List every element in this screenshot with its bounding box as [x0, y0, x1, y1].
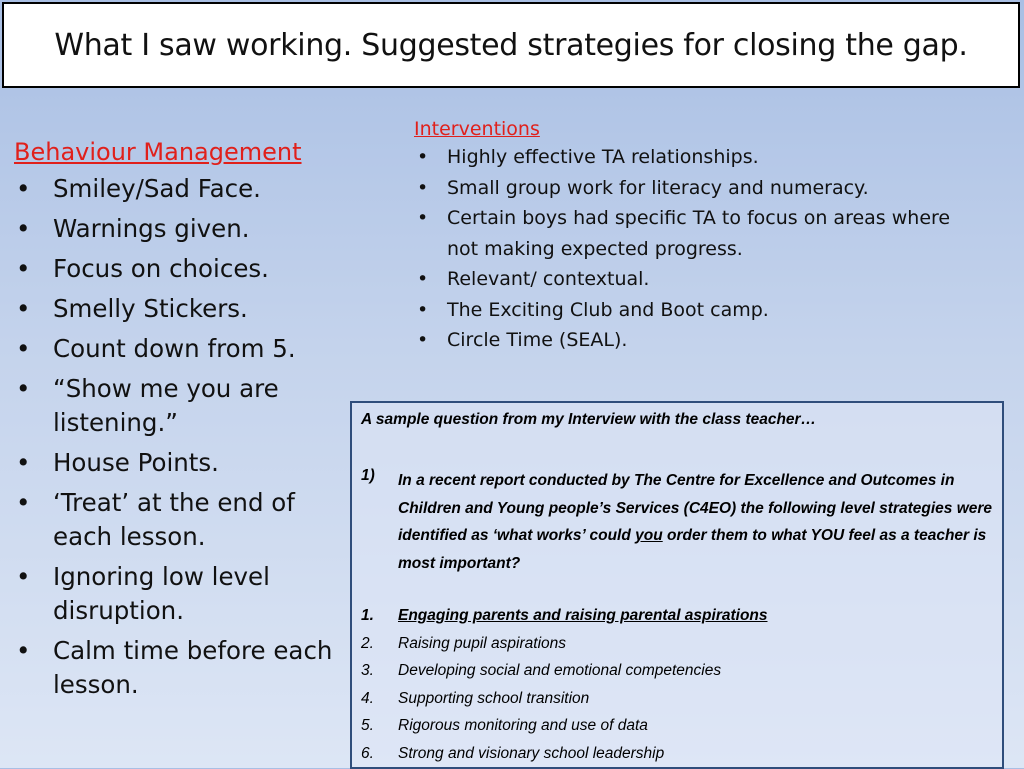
list-item: • Calm time before each lesson.: [16, 636, 333, 699]
interventions-list: [414, 142, 1014, 356]
behaviour-management-section: [14, 138, 346, 708]
list-item: 2. Raising pupil aspirations: [361, 634, 567, 652]
bullet-icon: •: [417, 207, 429, 229]
list-item: 6. Strong and visionary school leadership: [361, 744, 665, 762]
bullet-icon: •: [16, 254, 31, 283]
bullet-icon: •: [16, 636, 31, 665]
list-item: 3. Developing social and emotional competencies: [361, 662, 722, 679]
bullet-icon: •: [16, 334, 31, 363]
bullet-icon: •: [16, 214, 31, 243]
list-item: • Certain boys had specific TA to focus on areas where not making expected progress.: [414, 203, 1014, 264]
list-item: • ‘Treat’ at the end of each lesson.: [16, 488, 295, 551]
list-item: • “Show me you are listening.”: [16, 374, 279, 437]
behaviour-list: [14, 172, 346, 702]
interventions-section: [414, 118, 1014, 356]
bullet-icon: •: [417, 298, 429, 321]
title-box: [2, 2, 1020, 88]
list-item: • The Exciting Club and Boot camp.: [414, 295, 1014, 326]
bullet-icon: •: [417, 329, 429, 351]
question-text: In a recent report conducted by The Centre for Excellence and Outcomes in Children and Young people’s Services (C4EO) the following level strategies were identified as ‘what works’ could you order them to what YOU feel as a teacher is most important?: [398, 472, 993, 572]
bullet-icon: •: [417, 176, 429, 199]
list-item: • Circle Time (SEAL).: [414, 325, 1014, 356]
list-item: • Warnings given.: [14, 212, 346, 246]
list-item: 5. Rigorous monitoring and use of data: [361, 717, 648, 734]
strategy-list: [361, 602, 991, 767]
bullet-icon: •: [16, 294, 31, 323]
interventions-heading: Interventions: [414, 118, 540, 140]
list-item: • Count down from 5.: [14, 332, 346, 366]
bullet-icon: •: [417, 146, 429, 168]
list-item: 4. Supporting school transition: [361, 689, 590, 707]
list-item: 1. Engaging parents and raising parental aspirations: [361, 607, 768, 624]
bullet-icon: •: [16, 562, 31, 591]
interview-intro: A sample question from my Interview with the class teacher…: [361, 411, 817, 428]
bullet-icon: •: [16, 374, 31, 403]
list-item: • Small group work for literacy and numeracy.: [414, 173, 1014, 204]
list-item: • Smelly Stickers.: [14, 292, 346, 326]
bullet-icon: •: [16, 448, 31, 477]
list-item: • House Points.: [14, 446, 346, 480]
bullet-icon: •: [16, 174, 31, 203]
bullet-icon: •: [417, 268, 429, 290]
list-item: • Ignoring low level disruption.: [16, 562, 270, 625]
list-item: • Focus on choices.: [14, 252, 346, 286]
slide-title: What I saw working. Suggested strategies for closing the gap.: [54, 27, 968, 63]
bullet-icon: •: [16, 488, 31, 517]
list-item: • Smiley/Sad Face.: [14, 172, 346, 206]
interview-question-box: [350, 401, 1004, 769]
question-number: 1): [361, 467, 375, 484]
behaviour-management-heading: Behaviour Management: [14, 138, 302, 166]
list-item: • Relevant/ contextual.: [414, 264, 1014, 295]
question-emphasis: you: [635, 527, 663, 544]
list-item: • Highly effective TA relationships.: [414, 142, 1014, 173]
